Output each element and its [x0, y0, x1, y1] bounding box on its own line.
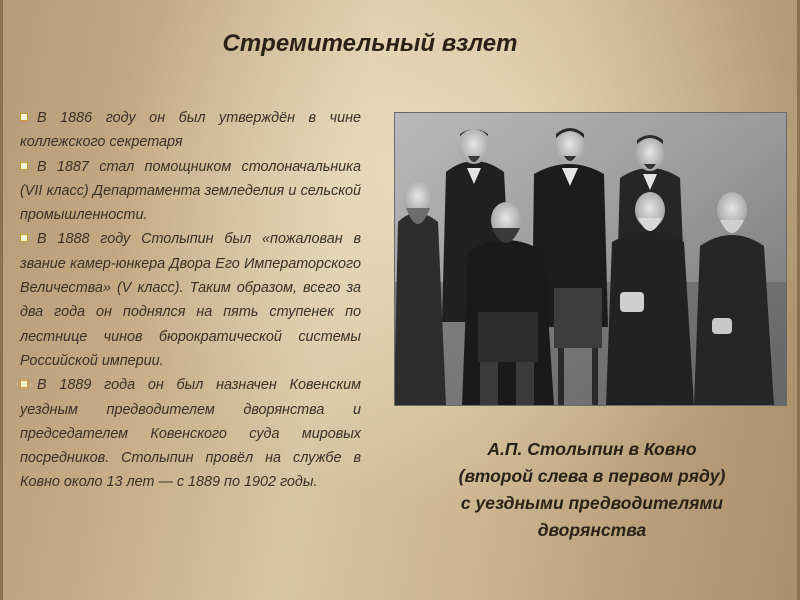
paragraph-1 — [20, 106, 361, 155]
paragraph-1-text: В 1886 году он был утверждён в чине коллежского секретаря — [20, 110, 361, 151]
paragraph-2-text: В 1887 стал помощником столоначальника (VII класс) Департамента земледелия и сельской промышленности. — [20, 158, 361, 224]
square-bullet-icon — [20, 380, 28, 388]
square-bullet-icon — [20, 113, 28, 121]
paragraph-4 — [20, 373, 361, 494]
paragraph-4-text: В 1889 года он был назначен Ковенским уездным предводителем дворянства и председателем Ковенского суда мировых посредников. Столыпин провёл на службе в Ковно около 13 лет — с 1889 по 1902 годы. — [20, 377, 361, 491]
group-portrait-illustration — [394, 112, 787, 406]
caption-line-3: с уездными предводителями — [460, 493, 724, 513]
group-portrait-photo — [394, 112, 787, 406]
photo-caption — [428, 436, 756, 544]
caption-line-1: А.П. Столыпин в Ковно — [487, 439, 697, 459]
square-bullet-icon — [20, 162, 28, 170]
body-text — [20, 106, 361, 495]
square-bullet-icon — [20, 234, 28, 242]
slide-title: Стремительный взлет — [222, 30, 518, 57]
paragraph-3-text: В 1888 году Столыпин был «пожалован в звание камер-юнкера Двора Его Императорского Величества» (V класс). Таким образом, всего за два года он поднялся на пять ступенек по лестнице чинов бюрократической системы Российской империи. — [20, 231, 361, 369]
paragraph-2 — [20, 155, 361, 228]
caption-line-4: дворянства — [537, 520, 647, 540]
paragraph-3 — [20, 227, 361, 373]
caption-line-2: (второй слева в первом ряду) — [458, 466, 726, 486]
